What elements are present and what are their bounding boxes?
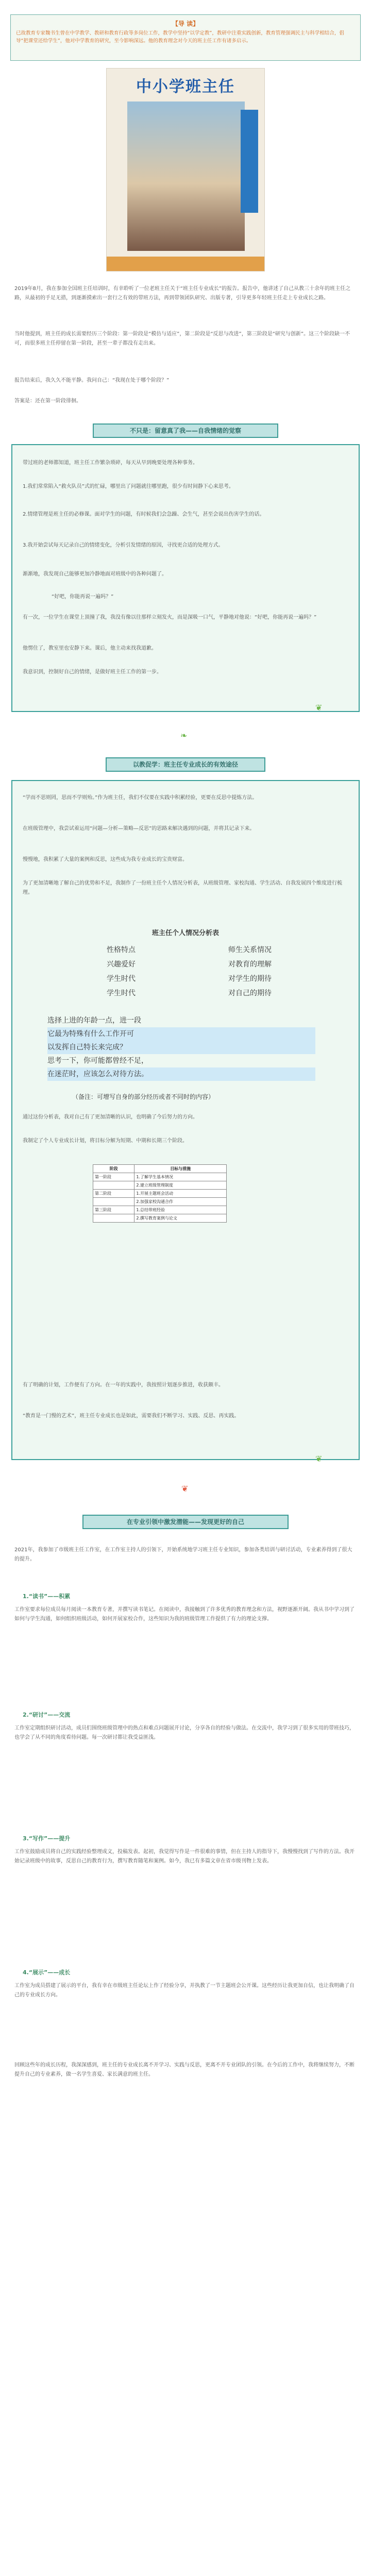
step-heading: 2.“研讨”——交流 xyxy=(23,1711,71,1718)
step-text: 工作室要求每位成员每月阅读一本教育专著，并撰写读书笔记。在阅读中，我接触到了许多优秀的教育理念和方法，视野逐渐开阔。我从书中学习到了如何与学生沟通，如何组织班级活动，如何开展家校合作，这些知识为我的班级管理工作提供了有力的理论支撑。 xyxy=(14,1607,355,1622)
table-row xyxy=(93,1173,227,1181)
step-text: 工作室鼓励成员将自己的实践经验整理成文，投稿发表。起初，我觉得写作是一件很难的事情，但在主持人的指导下，我慢慢找到了写作的方法。我开始记录班级中的故事，反思自己的教育行为，撰写教育随笔和案例。如今，我已有多篇文章在省市级刊物上发表。 xyxy=(14,1849,355,1864)
plan-header: 阶段 xyxy=(93,1165,134,1173)
leaf-icon: ❦ xyxy=(181,1484,189,1494)
intro-paragraph-1: 2019年8月，我在参加全国班主任培训时，有幸聆听了一位老班主任关于“班主任专业成长”的报告。报告中，他讲述了自己从教三十余年的班主任之路，从最初的手足无措，到逐渐摸索出一套行之有效的带班方法，再到带领团队研究、出版专著，引导更多年轻班主任走上专业成长之路。 xyxy=(14,286,351,301)
cover-strip xyxy=(241,110,258,213)
section1-paragraph: 3.我开始尝试每天记录自己的情绪变化，分析引发情绪的原因，寻找更合适的处理方式。 xyxy=(23,543,224,548)
handwritten-line: 在迷茫时，应该怎么对待方法。 xyxy=(47,1067,315,1081)
grid-cell: 对学生的期待 xyxy=(228,975,272,983)
plan-cell: 1.了解学生基本情况 xyxy=(134,1173,227,1181)
step-text: 工作室定期组织研讨活动，成员们围绕班级管理中的热点和难点问题展开讨论，分享各自的经验与做法。在交流中，我学习到了很多实用的带班技巧，也学会了从不同的角度看待问题。每一次研讨都让我受益匪浅。 xyxy=(14,1725,355,1740)
section2-paragraph: 在班级管理中，我尝试着运用“问题—分析—策略—反思”的思路来解决遇到的问题，并将其记录下来。 xyxy=(23,826,255,832)
plan-header: 目标与措施 xyxy=(134,1165,227,1173)
table-row xyxy=(93,1181,227,1190)
table-note: （备注：可增写自身的部分经历或者不同时的内容） xyxy=(72,1093,215,1100)
intro-title: 【导 读】 xyxy=(172,20,199,27)
handwritten-notes xyxy=(47,1014,315,1081)
step-heading: 1.“读书”——积累 xyxy=(23,1593,71,1600)
section2-paragraph: “教育是一门慢的艺术”，班主任专业成长也是如此，需要我们不断学习、实践、反思、再实践。 xyxy=(23,1413,240,1419)
grid-cell: 对自己的期待 xyxy=(228,989,272,997)
plan-cell: 1.开展主题班会活动 xyxy=(134,1190,227,1198)
section1-banner: 不只是：留意真了我——自我情绪的觉察 xyxy=(93,423,278,438)
grid-cell: 兴趣爱好 xyxy=(107,960,136,969)
table-row xyxy=(93,1190,227,1198)
section2-banner: 以教促学：班主任专业成长的有效途径 xyxy=(106,757,265,772)
section1-paragraph: 他愣住了，教室里也安静下来。课后，他主动来找我道歉。 xyxy=(23,646,157,651)
intro-box xyxy=(10,14,361,61)
magazine-cover xyxy=(106,68,265,272)
cover-footer xyxy=(107,257,264,271)
grid-cell: 性格特点 xyxy=(107,946,136,954)
intro-paragraph-2: 当时他提到，班主任的成长需要经历三个阶段：第一阶段是“模仿与适应”，第二阶段是“反思与改进”，第三阶段是“研究与创新”。这三个阶段缺一不可，而很多班主任停留在第一阶段，甚至一辈子都没有走出来。 xyxy=(14,331,350,346)
intro-paragraph-3: 报告结束后，我久久不能平静。我问自己：“我现在处于哪个阶段？” xyxy=(14,378,170,383)
section2-paragraph: 有了明确的计划，工作便有了方向。在一年的实践中，我按照计划逐步推进，收获颇丰。 xyxy=(23,1382,224,1388)
table-row xyxy=(93,1198,227,1206)
grid-cell: 对教育的理解 xyxy=(228,960,272,969)
handwritten-line: 以发挥自己特长来完成？ xyxy=(47,1041,315,1054)
section2-paragraph: 为了更加清晰地了解自己的优势和不足，我制作了一份班主任个人情况分析表，从班级管理、家校沟通、学生活动、自我发展四个维度进行梳理。 xyxy=(23,880,342,895)
step-heading: 3.“写作”——提升 xyxy=(23,1835,71,1842)
step-heading: 4.“展示”——成长 xyxy=(23,1969,71,1976)
leaf-icon: ❦ xyxy=(315,1454,323,1464)
grid-cell: 学生时代 xyxy=(107,975,136,983)
section3-closing: 回顾这些年的成长历程，我深深感到，班主任的专业成长离不开学习、实践与反思，更离不开专业团队的引领。在今后的工作中，我将继续努力，不断提升自己的专业素养，做一名学生喜爱、家长满意的班主任。 xyxy=(14,2062,355,2077)
plan-cell: 第二阶段 xyxy=(93,1190,134,1198)
leaf-icon: ❦ xyxy=(315,703,323,713)
section1-paragraph: 2.情绪管理是班主任的必修课。面对学生的问题，有时候我们会急躁、会生气，甚至会说出伤害学生的话。 xyxy=(23,512,265,517)
plan-cell xyxy=(93,1181,134,1190)
analysis-grid xyxy=(57,944,314,999)
plan-cell xyxy=(93,1214,134,1223)
section2-paragraph: 通过这份分析表，我对自己有了更加清晰的认识，也明确了今后努力的方向。 xyxy=(23,1114,198,1120)
analysis-table-title: 班主任个人情况分析表 xyxy=(151,929,219,937)
plan-cell: 1.总结带班经验 xyxy=(134,1206,227,1214)
leaf-icon: ❧ xyxy=(180,731,188,740)
section1-paragraph: 带过班的老师都知道，班主任工作繁杂琐碎，每天从早到晚要处理各种事务。 xyxy=(23,460,198,466)
section1-paragraph: 我意识到，控制好自己的情绪，是做好班主任工作的第一步。 xyxy=(23,669,162,675)
plan-cell: 第一阶段 xyxy=(93,1173,134,1181)
section2-paragraph: 我制定了个人专业成长计划，将目标分解为短期、中期和长期三个阶段。 xyxy=(23,1138,188,1144)
step-text: 工作室为成员搭建了展示的平台，我有幸在市级班主任论坛上作了经验分享，并执教了一节主题班会公开课。这些经历让我更加自信，也让我明确了自己的专业成长方向。 xyxy=(14,1983,355,1998)
handwritten-line: 思考一下，你可能都曾经不足， xyxy=(47,1057,148,1065)
plan-cell: 第三阶段 xyxy=(93,1206,134,1214)
cover-photo xyxy=(127,101,245,251)
handwritten-line: 它最为特殊有什么工作开可 xyxy=(47,1027,315,1041)
grid-cell: 师生关系情况 xyxy=(228,946,272,954)
section2-paragraph: 慢慢地，我积累了大量的案例和反思，这些成为我专业成长的宝贵财富。 xyxy=(23,857,188,862)
section1-paragraph: 渐渐地，我发现自己能够更加冷静地面对班级中的各种问题了。 xyxy=(23,571,167,577)
handwritten-line: 选择上进的年龄一点，进一段 xyxy=(47,1016,141,1025)
cover-masthead: 中小学班主任 xyxy=(136,78,235,96)
section3-banner: 在专业引领中激发潜能——发现更好的自己 xyxy=(82,1515,289,1529)
table-row xyxy=(93,1206,227,1214)
plan-cell: 2.加强家校沟通合作 xyxy=(134,1198,227,1206)
table-row xyxy=(93,1214,227,1223)
section3-intro: 2021年，我参加了市级班主任工作室，在工作室主持人的引领下，开始系统地学习班主任专业知识，参加各类培训与研讨活动，专业素养得到了很大的提升。 xyxy=(14,1547,352,1562)
intro-text: 已故教育专家魏书生曾在中学教学、教研和教育行政等多岗位工作，教学中坚持“以学定教”，教研中注重实践创新，教育管理强调民主与科学相结合，倡导“把课堂还给学生”，他对中学教育的研究，至今影响深远。他的教育理念对今天的班主任工作有诸多启示。 xyxy=(16,30,344,44)
section1-paragraph: 有一次，一位学生在课堂上顶撞了我，我没有像以往那样立刻发火，而是深吸一口气，平静地对他说：“好吧，你能再说一遍吗？” xyxy=(23,615,317,620)
section1-quote: “好吧，你能再说一遍吗？” xyxy=(52,594,114,600)
section2-paragraph: “学而不思则罔，思而不学则殆。”作为班主任，我们不仅要在实践中积累经验，更要在反思中提炼方法。 xyxy=(23,795,258,801)
plan-cell: 2.撰写教育案例与论文 xyxy=(134,1214,227,1223)
grid-cell: 学生时代 xyxy=(107,989,136,997)
plan-cell xyxy=(93,1198,134,1206)
section1-paragraph: 1.我们常常陷入“救火队员”式的忙碌，哪里出了问题就往哪里跑，很少有时间静下心来思考。 xyxy=(23,484,234,489)
intro-paragraph-4: 答案是：还在第一阶段徘徊。 xyxy=(14,398,81,404)
growth-plan-table xyxy=(93,1164,227,1223)
plan-cell: 2.建立班级管理制度 xyxy=(134,1181,227,1190)
